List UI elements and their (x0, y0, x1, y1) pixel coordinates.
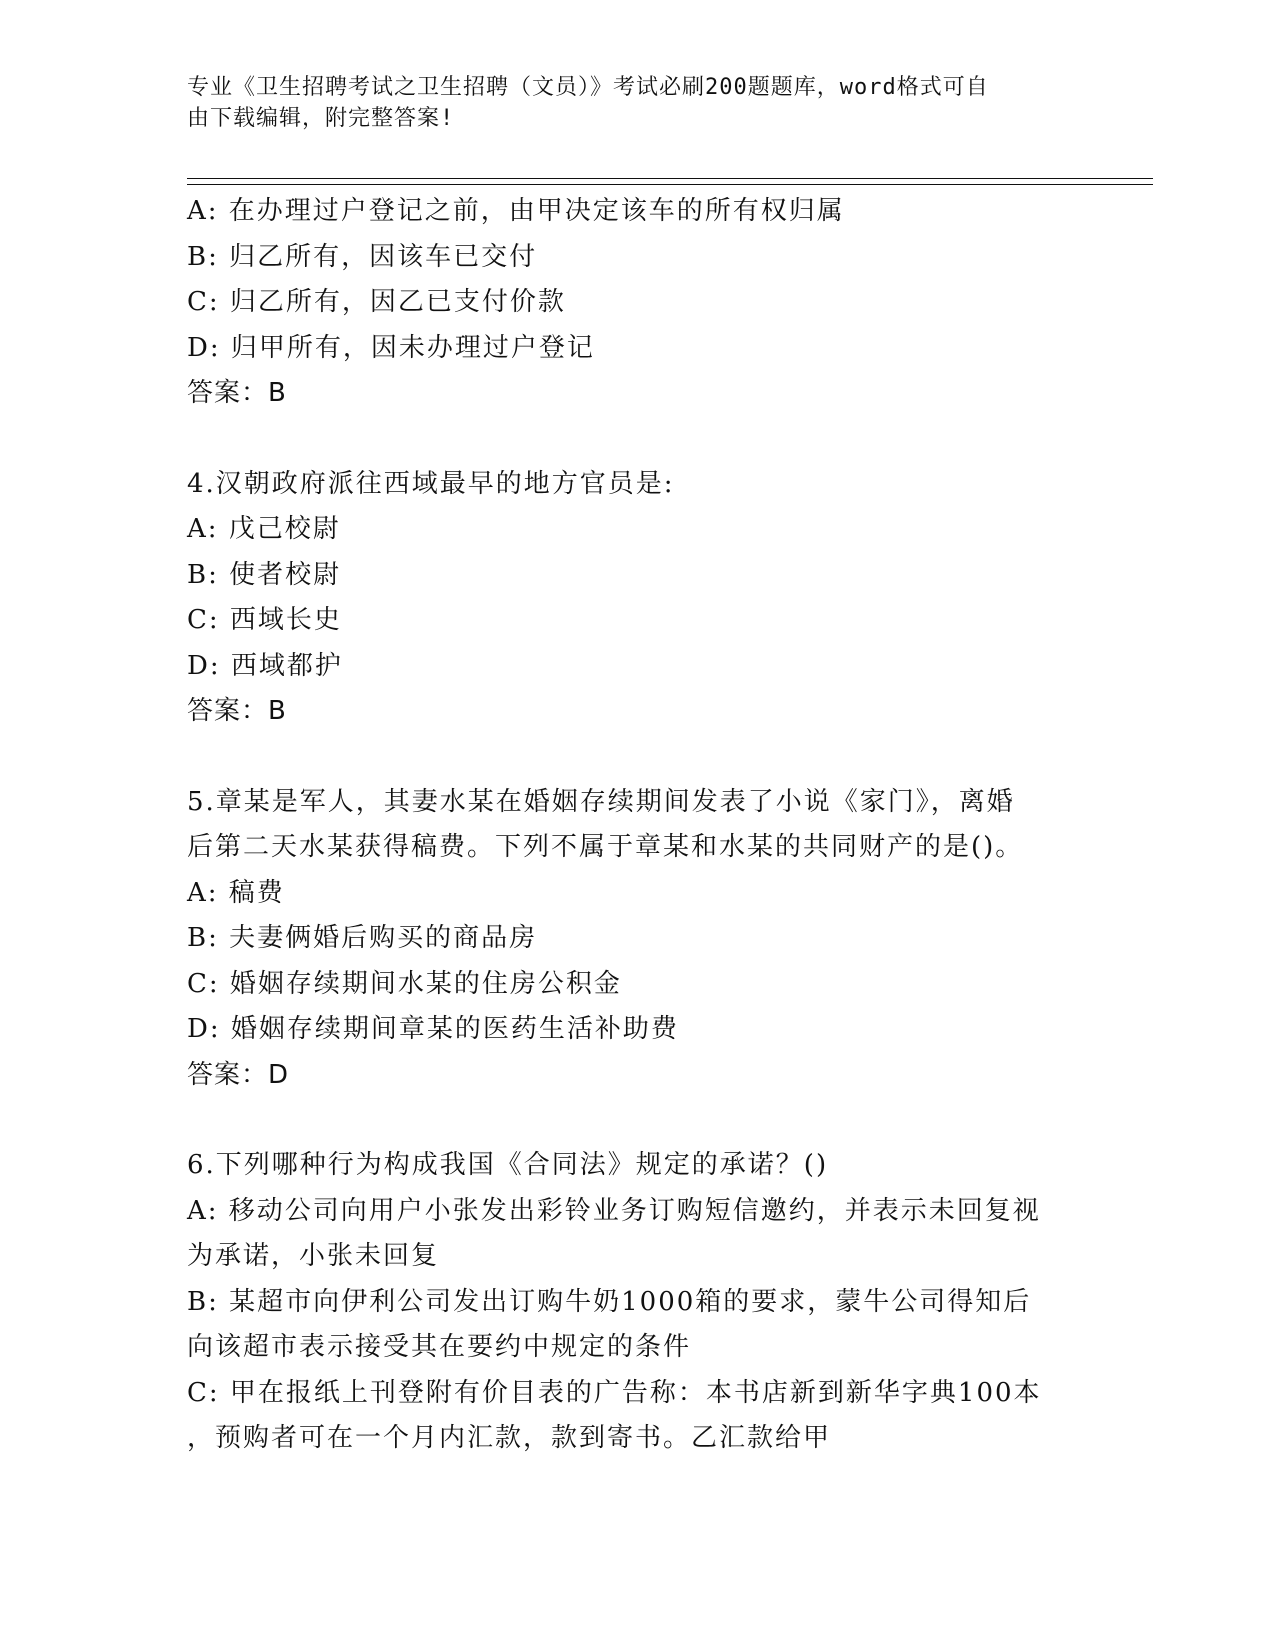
option-c: C: 西域长史 (187, 605, 342, 635)
option-b-line-1: B: 某超市向伊利公司发出订购牛奶1000箱的要求，蒙牛公司得知后 (187, 1286, 1032, 1317)
option-a: A: 稿费 (187, 877, 285, 908)
option-b: B: 归乙所有，因该车已交付 (187, 241, 538, 272)
question-6 (187, 1143, 1087, 1462)
answer: 答案：B (187, 378, 287, 408)
header-line-1: 专业《卫生招聘考试之卫生招聘（文员）》考试必刷200题题库，word格式可自 (187, 75, 989, 100)
header-divider-bottom (187, 184, 1153, 185)
option-c: C: 婚姻存续期间水某的住房公积金 (187, 968, 622, 999)
option-c-line-2: ，预购者可在一个月内汇款，款到寄书。乙汇款给甲 (187, 1423, 832, 1453)
header-divider-top (187, 178, 1153, 179)
document-header (187, 72, 1067, 134)
option-a-line-1: A: 移动公司向用户小张发出彩铃业务订购短信邀约，并表示未回复视 (187, 1195, 1041, 1226)
answer: 答案：D (187, 1059, 290, 1090)
option-a: A: 在办理过户登记之前，由甲决定该车的所有权归属 (187, 196, 845, 226)
option-d: D: 婚姻存续期间章某的医药生活补助费 (187, 1014, 679, 1044)
option-a: A: 戊己校尉 (187, 514, 341, 544)
option-d: D: 西域都护 (187, 650, 343, 681)
answer: 答案：B (187, 696, 287, 726)
header-line-2: 由下载编辑，附完整答案! (187, 106, 455, 131)
question-text-line-2: 后第二天水某获得稿费。下列不属于章某和水某的共同财产的是()。 (187, 832, 1024, 862)
option-a-line-2: 为承诺，小张未回复 (187, 1241, 440, 1271)
option-b: B: 使者校尉 (187, 559, 342, 590)
question-3 (187, 189, 1087, 417)
question-text: 6.下列哪种行为构成我国《合同法》规定的承诺？() (187, 1150, 829, 1180)
option-c-line-1: C: 甲在报纸上刊登附有价目表的广告称：本书店新到新华字典100本 (187, 1377, 1042, 1408)
option-c: C: 归乙所有，因乙已支付价款 (187, 287, 566, 317)
question-text: 4.汉朝政府派往西域最早的地方官员是: (187, 468, 675, 499)
option-b-line-2: 向该超市表示接受其在要约中规定的条件 (187, 1332, 692, 1362)
question-4 (187, 462, 1087, 735)
option-d: D: 归甲所有，因未办理过户登记 (187, 332, 595, 363)
question-5 (187, 780, 1087, 1099)
document-body (187, 189, 1087, 1462)
option-b: B: 夫妻俩婚后购买的商品房 (187, 923, 538, 953)
question-text-line-1: 5.章某是军人，其妻水某在婚姻存续期间发表了小说《家门》，离婚 (187, 786, 1015, 817)
